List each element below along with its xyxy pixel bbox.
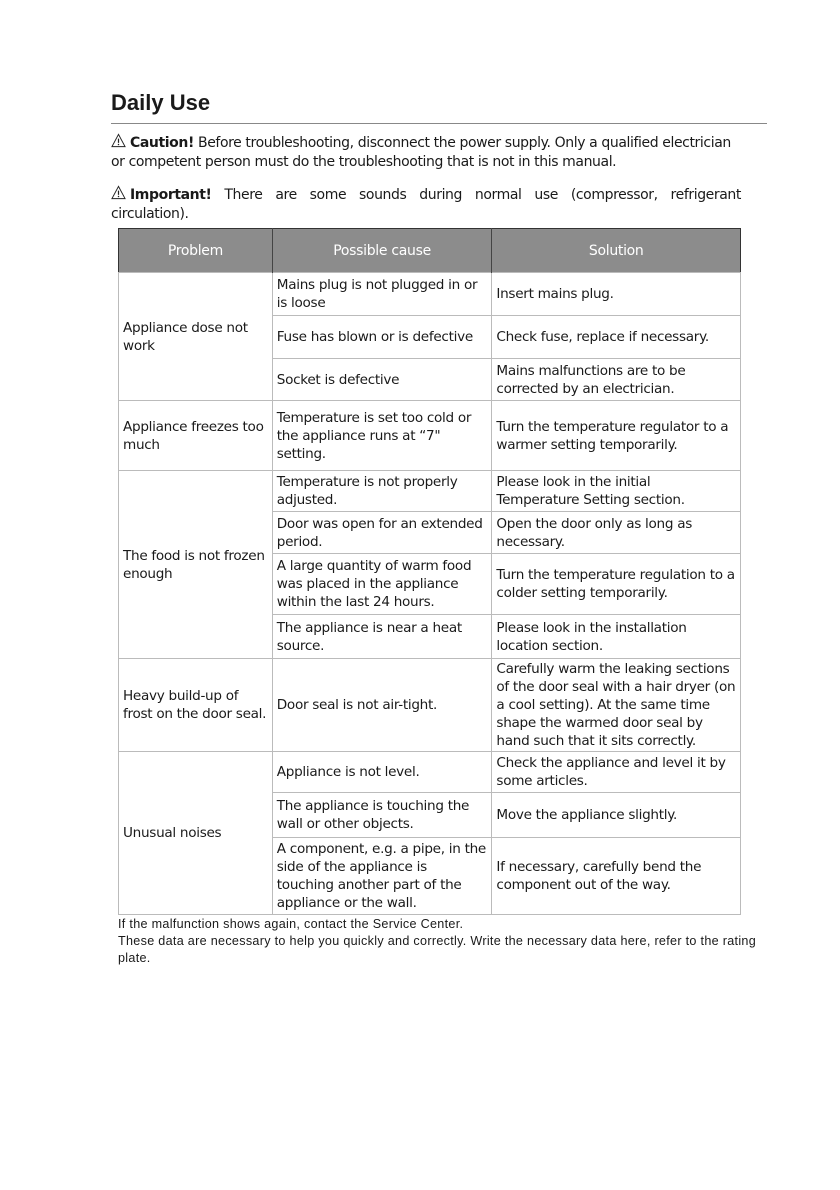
cause-cell: Mains plug is not plugged in or is loose	[272, 273, 492, 316]
important-label: Important!	[130, 187, 212, 203]
title-divider	[111, 123, 767, 124]
table-row	[119, 273, 741, 316]
cause-cell: A large quantity of warm food was placed in the appliance within the last 24 hours.	[272, 554, 492, 615]
problem-cell: The food is not frozen enough	[119, 471, 273, 659]
solution-cell: Please look in the installation location section.	[492, 615, 741, 659]
cause-cell: The appliance is touching the wall or other objects.	[272, 793, 492, 838]
cause-cell: Socket is defective	[272, 359, 492, 401]
cause-cell: Appliance is not level.	[272, 752, 492, 793]
header-cause: Possible cause	[272, 229, 492, 273]
caution-text: Before troubleshooting, disconnect the power supply. Only a qualified electrician or competent person must do the troubleshooting that is not in this manual.	[111, 135, 731, 170]
cause-cell: A component, e.g. a pipe, in the side of the appliance is touching another part of the appliance or the wall.	[272, 838, 492, 915]
footer-line-2: These data are necessary to help you quickly and correctly. Write the necessary data here, refer to the rating plate.	[118, 934, 757, 965]
solution-cell: Mains malfunctions are to be corrected by an electrician.	[492, 359, 741, 401]
problem-cell: Unusual noises	[119, 752, 273, 915]
footer-line-1: If the malfunction shows again, contact the Service Center.	[118, 917, 464, 931]
header-problem: Problem	[119, 229, 273, 273]
solution-cell: Move the appliance slightly.	[492, 793, 741, 838]
footer-notes	[118, 916, 768, 967]
cause-cell: Temperature is not properly adjusted.	[272, 471, 492, 512]
troubleshooting-table	[118, 228, 741, 915]
problem-cell: Heavy build-up of frost on the door seal.	[119, 659, 273, 752]
table-row	[119, 752, 741, 793]
table-row	[119, 401, 741, 471]
solution-cell: Turn the temperature regulation to a colder setting temporarily.	[492, 554, 741, 615]
solution-cell: Open the door only as long as necessary.	[492, 512, 741, 554]
problem-cell: Appliance freezes too much	[119, 401, 273, 471]
solution-cell: Turn the temperature regulator to a warmer setting temporarily.	[492, 401, 741, 471]
important-text: There are some sounds during normal use (compressor, refrigerant circulation).	[111, 187, 741, 222]
cause-cell: The appliance is near a heat source.	[272, 615, 492, 659]
table-row	[119, 659, 741, 752]
solution-cell: Check the appliance and level it by some articles.	[492, 752, 741, 793]
cause-cell: Temperature is set too cold or the appliance runs at “7" setting.	[272, 401, 492, 471]
solution-cell: Please look in the initial Temperature Setting section.	[492, 471, 741, 512]
caution-note	[111, 133, 741, 172]
warning-icon	[111, 133, 126, 148]
cause-cell: Fuse has blown or is defective	[272, 316, 492, 359]
problem-cell: Appliance dose not work	[119, 273, 273, 401]
important-note	[111, 185, 741, 224]
page-title: Daily Use	[111, 90, 211, 115]
cause-cell: Door was open for an extended period.	[272, 512, 492, 554]
caution-label: Caution!	[130, 135, 194, 151]
table-row	[119, 471, 741, 512]
solution-cell: If necessary, carefully bend the component out of the way.	[492, 838, 741, 915]
solution-cell: Check fuse, replace if necessary.	[492, 316, 741, 359]
solution-cell: Insert mains plug.	[492, 273, 741, 316]
warning-icon	[111, 185, 126, 200]
table-header	[119, 229, 741, 273]
solution-cell: Carefully warm the leaking sections of the door seal with a hair dryer (on a cool setting). At the same time shape the warmed door seal by hand such that it sits correctly.	[492, 659, 741, 752]
cause-cell: Door seal is not air-tight.	[272, 659, 492, 752]
header-solution: Solution	[492, 229, 741, 273]
